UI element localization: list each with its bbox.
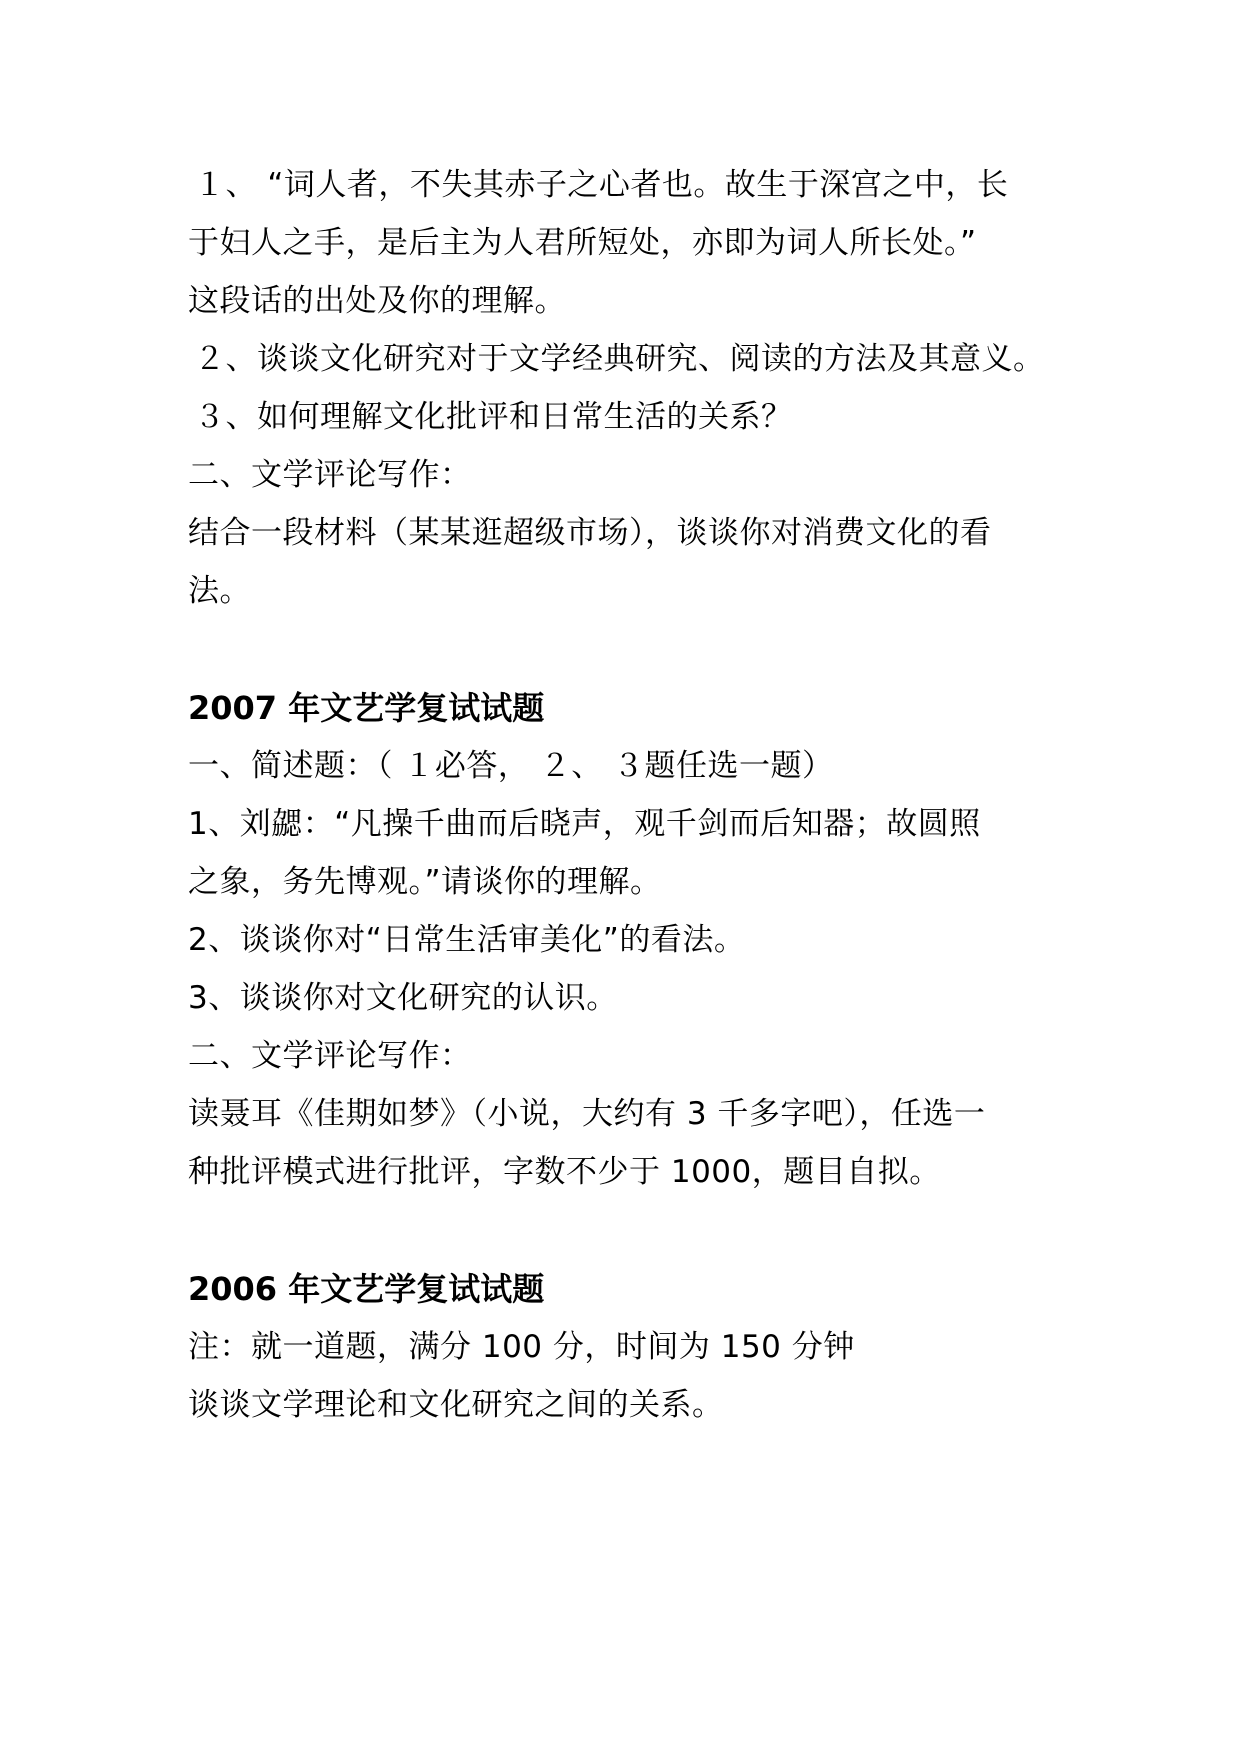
question-1-line-2: 于妇人之手，是后主为人君所短处，亦即为词人所长处。” [188, 225, 977, 261]
part-2-line-2: 法。 [188, 573, 251, 609]
section-2007-heading: 2007 年文艺学复试试题 [188, 689, 545, 727]
question-1-line-3: 这段话的出处及你的理解。 [188, 283, 566, 319]
section-2007-part-2-title: 二、文学评论写作： [188, 1038, 472, 1074]
section-2006-question: 谈谈文学理论和文化研究之间的关系。 [188, 1387, 724, 1423]
part-2-title: 二、文学评论写作： [188, 457, 472, 493]
section-2007-question-2: 2、谈谈你对“日常生活审美化”的看法。 [188, 922, 746, 958]
question-2: ２、谈谈文化研究对于文学经典研究、阅读的方法及其意义。 [194, 341, 1045, 377]
section-2007-question-1-line-2: 之象，务先博观。”请谈你的理解。 [188, 864, 662, 900]
section-2007-part-2-line-2: 种批评模式进行批评，字数不少于 1000，题目自拟。 [188, 1154, 941, 1190]
section-2007-question-3: 3、谈谈你对文化研究的认识。 [188, 980, 618, 1016]
section-2007-part-2-line-1: 读聂耳《佳期如梦》（小说，大约有 3 千多字吧），任选一 [188, 1096, 986, 1132]
section-2006-note: 注：就一道题，满分 100 分，时间为 150 分钟 [188, 1329, 855, 1365]
question-3: ３、如何理解文化批评和日常生活的关系？ [194, 399, 793, 435]
part-2-line-1: 结合一段材料（某某逛超级市场），谈谈你对消费文化的看 [188, 515, 992, 551]
section-2007-question-1-line-1: 1、刘勰：“凡操千曲而后晓声，观千剑而后知器；故圆照 [188, 806, 981, 842]
question-1-line-1: １、 “词人者，不失其赤子之心者也。故生于深宫之中，长 [194, 167, 1009, 203]
section-2007-part-1-title: 一、简述题：（ １必答， ２、 ３题任选一题） [188, 748, 834, 784]
section-2006-heading: 2006 年文艺学复试试题 [188, 1270, 545, 1308]
